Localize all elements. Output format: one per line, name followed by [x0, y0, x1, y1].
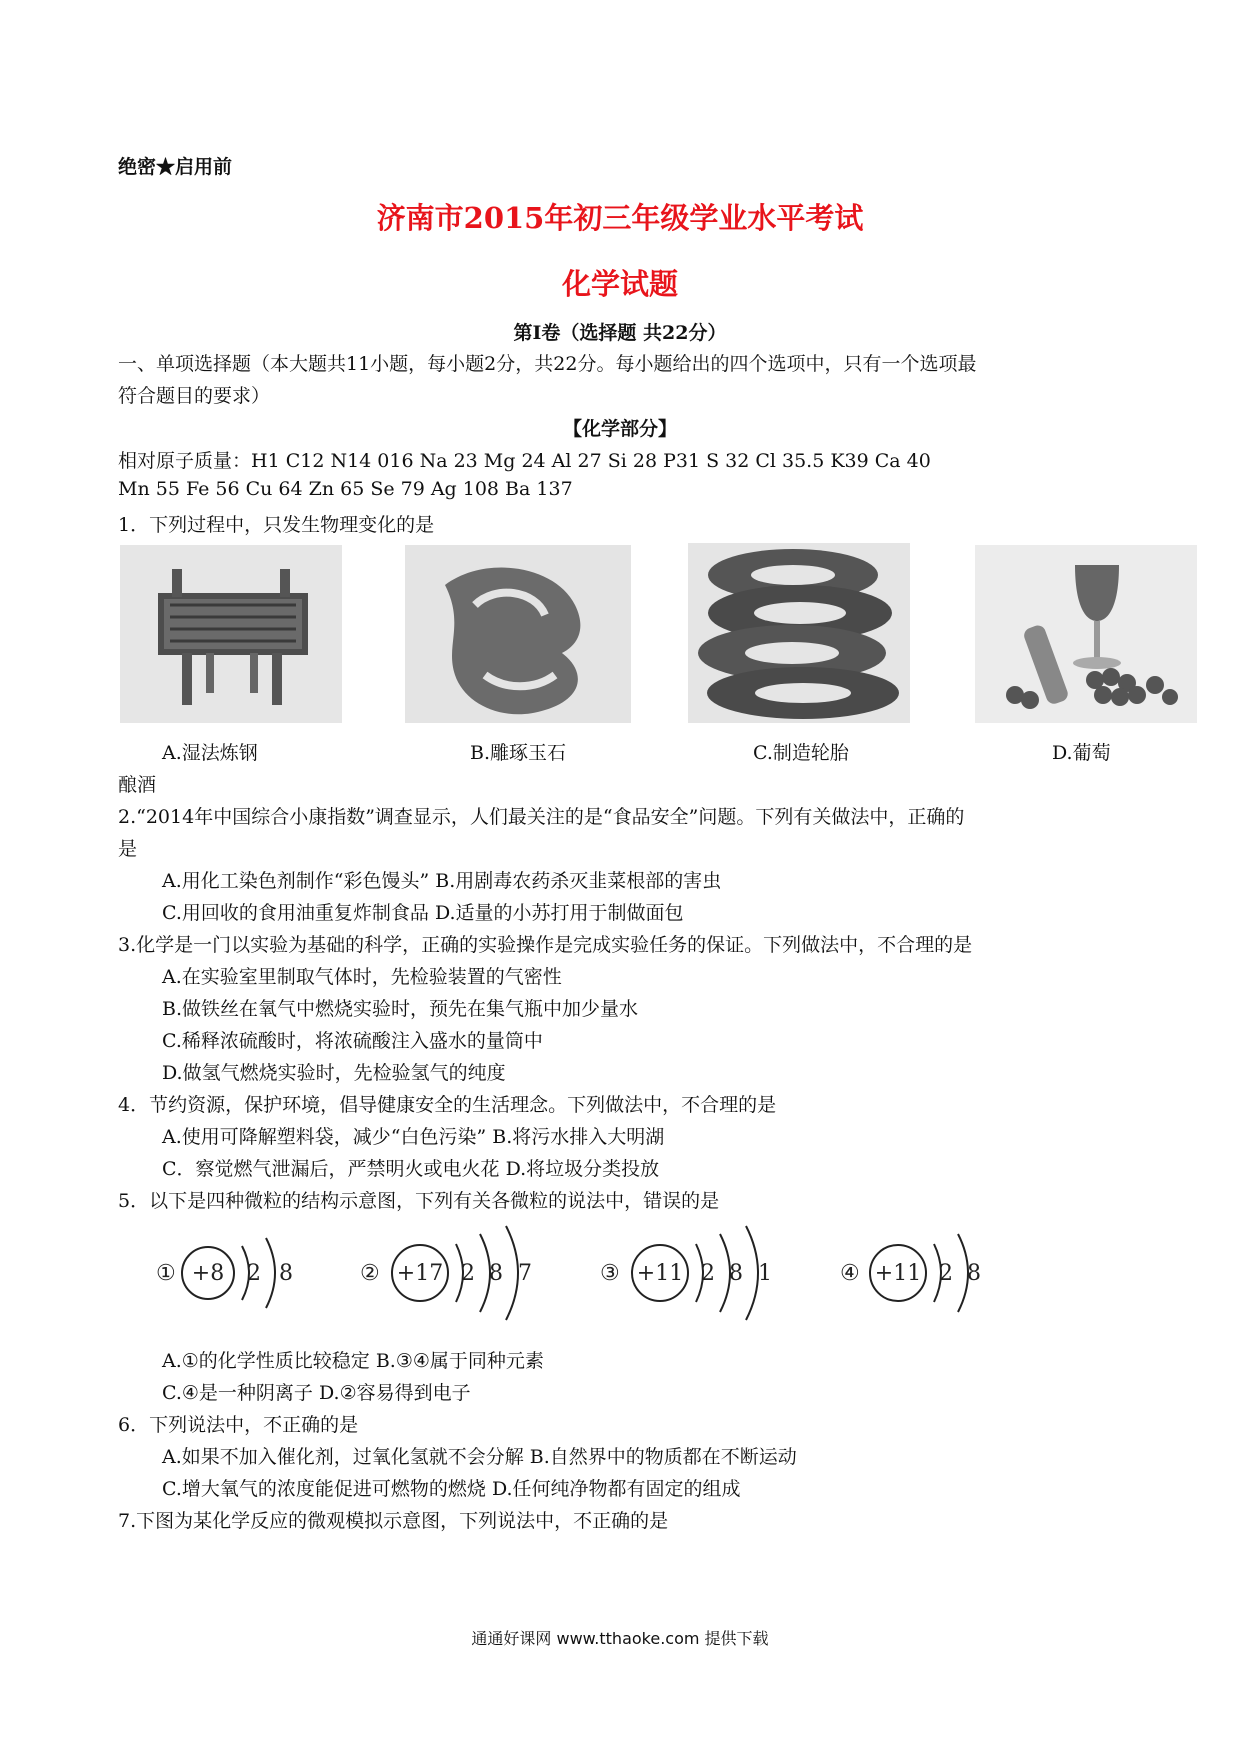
particle-3-shell-1: 2 — [701, 1261, 715, 1286]
q1-stem: 1．下列过程中，只发生物理变化的是 — [118, 514, 435, 536]
jade-carving-image — [405, 545, 631, 723]
q6-options-ab: A.如果不加入催化剂，过氧化氢就不会分解 B.自然界中的物质都在不断运动 — [162, 1446, 797, 1468]
q6-options-cd: C.增大氧气的浓度能促进可燃物的燃烧 D.任何纯净物都有固定的组成 — [162, 1478, 741, 1500]
grapes-wine-image — [975, 545, 1197, 723]
q7-stem: 7.下图为某化学反应的微观模拟示意图，下列说法中，不正确的是 — [118, 1510, 669, 1532]
particle-1-label: ① — [156, 1261, 176, 1286]
q3-option-c: C.稀释浓硫酸时，将浓硫酸注入盛水的量筒中 — [162, 1030, 543, 1052]
atomic-mass-line2: Mn 55 Fe 56 Cu 64 Zn 65 Se 79 Ag 108 Ba 137 — [118, 478, 573, 500]
tires-image — [688, 543, 910, 723]
exam-title: 济南市2015年初三年级学业水平考试 — [376, 201, 864, 235]
instructions-line1: 一、单项选择题（本大题共11小题，每小题2分，共22分。每小题给出的四个选项中，只有一个选项最 — [118, 353, 977, 375]
particle-3-label: ③ — [600, 1261, 620, 1286]
particle-2-shell-3: 7 — [518, 1261, 532, 1286]
volume-heading: 第Ⅰ卷（选择题 共22分） — [513, 322, 727, 344]
particle-3 — [600, 1226, 772, 1320]
q1-option-d-cont: 酿酒 — [118, 774, 157, 796]
q3-option-a: A.在实验室里制取气体时，先检验装置的气密性 — [162, 966, 562, 988]
bronze-ding-image — [120, 545, 342, 723]
particle-4-nucleus: +11 — [874, 1261, 922, 1286]
particle-4-label: ④ — [840, 1261, 860, 1286]
particle-1-shell-1: 2 — [247, 1261, 261, 1286]
particle-4 — [840, 1234, 981, 1312]
q5-options-cd: C.④是一种阴离子 D.②容易得到电子 — [162, 1382, 471, 1404]
subject-title: 化学试题 — [561, 267, 678, 301]
q4-options-cd: C．察觉燃气泄漏后，严禁明火或电火花 D.将垃圾分类投放 — [162, 1158, 660, 1180]
q6-stem: 6．下列说法中，不正确的是 — [118, 1414, 359, 1436]
q5-options-ab: A.①的化学性质比较稳定 B.③④属于同种元素 — [162, 1350, 544, 1372]
q1-option-d: D.葡萄 — [1052, 742, 1111, 764]
q2-stem-line1: 2.“2014年中国综合小康指数”调查显示，人们最关注的是“食品安全”问题。下列有关做法中，正确的 — [118, 806, 965, 828]
q2-options-ab: A.用化工染色剂制作“彩色馒头” B.用剧毒农药杀灭韭菜根部的害虫 — [162, 870, 722, 892]
particle-1-nucleus: +8 — [191, 1261, 225, 1286]
secret-mark: 绝密★启用前 — [118, 156, 233, 178]
particle-4-shell-1: 2 — [939, 1261, 953, 1286]
particle-1 — [156, 1238, 293, 1308]
atomic-mass-line1: 相对原子质量：H1 C12 N14 016 Na 23 Mg 24 Al 27 Si 28 P31 S 32 Cl 35.5 K39 Ca 40 — [118, 450, 931, 472]
particle-2-shell-1: 2 — [461, 1261, 475, 1286]
particle-3-shell-2: 8 — [729, 1261, 743, 1286]
q1-option-a: A.湿法炼钢 — [162, 742, 258, 764]
particle-3-shell-3: 1 — [758, 1261, 772, 1286]
q2-stem-line2: 是 — [118, 838, 138, 860]
q3-option-d: D.做氢气燃烧实验时，先检验氢气的纯度 — [162, 1062, 506, 1084]
q3-option-b: B.做铁丝在氧气中燃烧实验时，预先在集气瓶中加少量水 — [162, 998, 639, 1020]
instructions-line2: 符合题目的要求） — [118, 385, 271, 407]
particle-2-label: ② — [360, 1261, 380, 1286]
particle-2-shell-2: 8 — [489, 1261, 503, 1286]
q3-stem: 3.化学是一门以实验为基础的科学，正确的实验操作是完成实验任务的保证。下列做法中，不合理的是 — [118, 934, 973, 956]
footer-credit: 通通好课网 www.tthaoke.com 提供下载 — [471, 1629, 769, 1648]
q4-options-ab: A.使用可降解塑料袋，减少“白色污染” B.将污水排入大明湖 — [162, 1126, 665, 1148]
chem-part-heading: 【化学部分】 — [562, 418, 677, 440]
particle-2 — [360, 1226, 532, 1320]
particle-3-nucleus: +11 — [636, 1261, 684, 1286]
q1-option-c: C.制造轮胎 — [753, 742, 849, 764]
particle-4-shell-2: 8 — [967, 1261, 981, 1286]
particle-diagrams — [140, 1218, 1000, 1326]
particle-2-nucleus: +17 — [396, 1261, 444, 1286]
q4-stem: 4．节约资源，保护环境，倡导健康安全的生活理念。下列做法中，不合理的是 — [118, 1094, 777, 1116]
q2-options-cd: C.用回收的食用油重复炸制食品 D.适量的小苏打用于制做面包 — [162, 902, 684, 924]
q5-stem: 5．以下是四种微粒的结构示意图，下列有关各微粒的说法中，错误的是 — [118, 1190, 720, 1212]
q1-option-b: B.雕琢玉石 — [470, 742, 567, 764]
particle-1-shell-2: 8 — [279, 1261, 293, 1286]
